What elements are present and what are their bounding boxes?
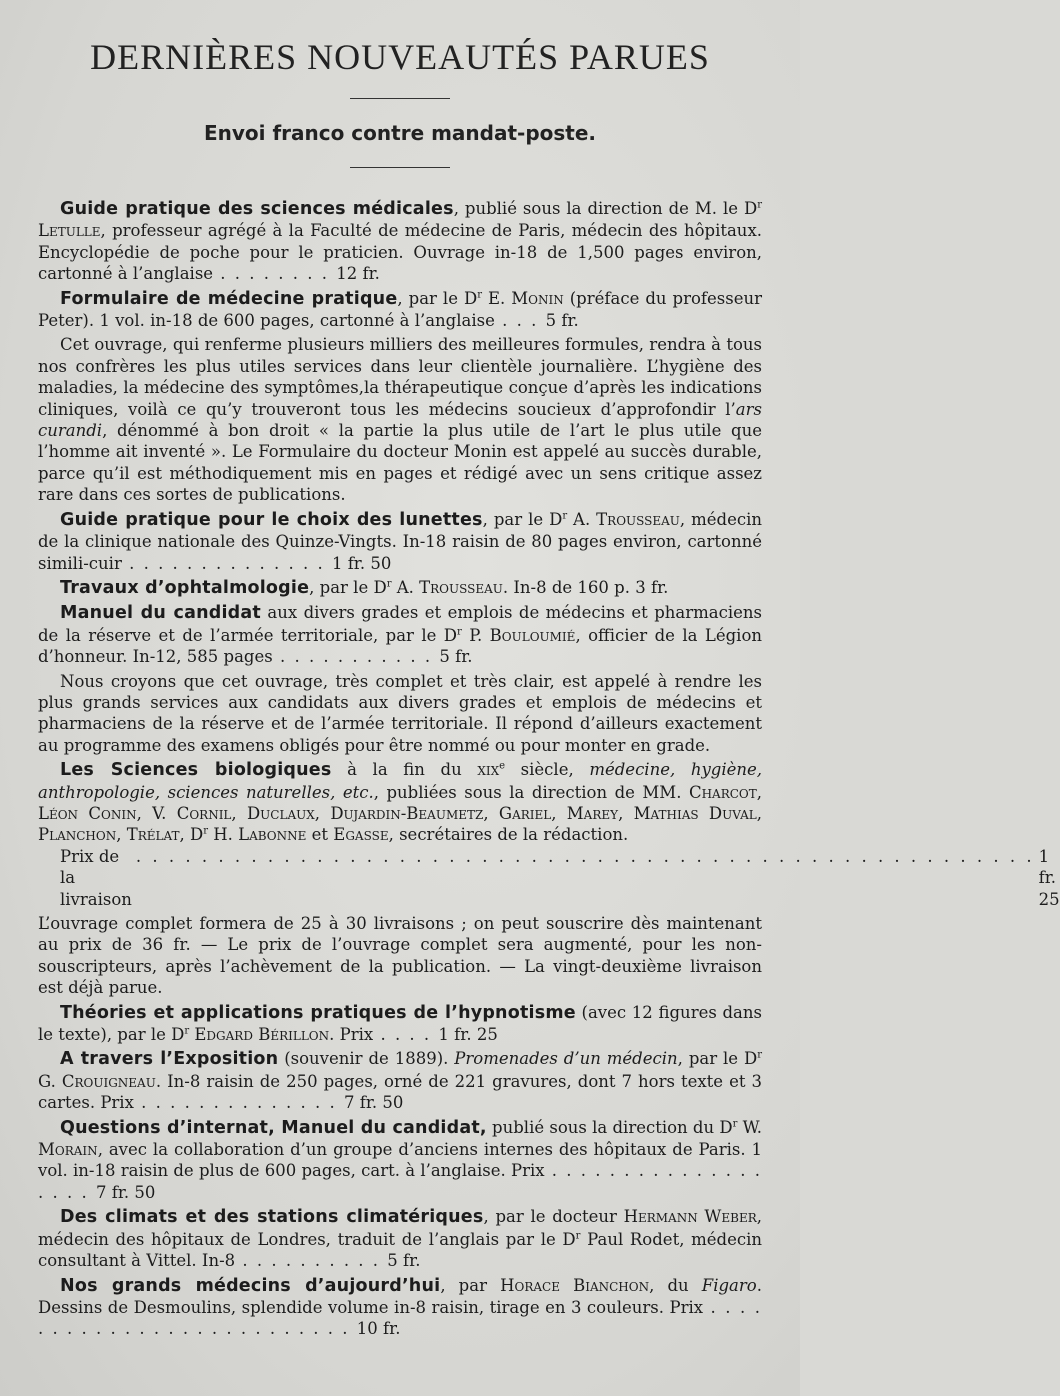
book-price: 5 fr.: [387, 1251, 421, 1271]
book-author: G. Crouigneau: [38, 1071, 156, 1091]
page-subtitle: Envoi franco contre mandat-poste.: [203, 121, 597, 145]
book-title: Questions d’internat, Manuel du candidat,: [60, 1117, 487, 1138]
book-title: Guide pratique des sciences médicales: [60, 199, 454, 219]
book-title: Manuel du candidat: [60, 603, 261, 624]
book-author: A. Trousseau: [567, 509, 680, 529]
book-entry: Guide pratique pour le choix des lunettes, par le $D^r$ A. Trousseau, médecin de la clinique nationale des Quinze-Vingts. In-18 raisin de 80 pages environ, cartonné simili-cuir . . . . . . . . . . . . . . 1 fr. 50: [38, 509, 762, 573]
book-author: P. Bouloumié: [461, 625, 576, 645]
book-entry: Nos grands médecins d’aujourd’hui, par Horace Bianchon, du Figaro. Dessins de Desmoulins, splendide volume in-8 raisin, tirage en 3 couleurs. Prix . . . . . . . . . . . . . . . . . . . . . . . . . . 10 fr.: [38, 1275, 762, 1339]
book-description: Nous croyons que cet ouvrage, très complet et très clair, est appelé à rendre les plus grands services aux candidats aux divers grades et emplois de médecins et pharmaciens de la réserve et de l’armée territoriale. Il répond d’ailleurs exactement au programme des examens obligés pour être nommé ou pour monter en grade.: [38, 671, 762, 755]
book-entry: Formulaire de médecine pratique, par le $D^r$ E. Monin (préface du professeur Peter). 1 vol. in-18 de 600 pages, cartonné à l’anglaise . . . 5 fr.: [38, 288, 762, 331]
book-title: Théories et applications pratiques de l’hypnotisme: [60, 1002, 576, 1023]
book-price: 1 fr. 50: [331, 553, 392, 573]
book-entry: A travers l’Exposition (souvenir de 1889). Promenades d’un médecin, par le $D^r$ G. Crouigneau. In-8 raisin de 250 pages, orné de 221 gravures, dont 7 hors texte et 3 cartes. Prix . . . . . . . . . . . . . . 7 fr. 50: [38, 1049, 763, 1113]
book-author: Horace Bianchon: [500, 1275, 650, 1295]
book-entry: Manuel du candidat aux divers grades et emplois de médecins et pharmaciens de la réserve et de l’armée territoriale, par le $D^r$ P. Bouloumié, officier de la Légion d’honneur. In-12, 585 pages . . . . . . . . . . . 5 fr.: [38, 603, 763, 667]
book-title: Des climats et des stations climatériques: [60, 1207, 484, 1228]
book-entry: Les Sciences biologiques à la fin du xix$^e$ siècle, médecine, hygiène, anthropologie, sciences naturelles, etc., publiées sous la direction de MM. Charcot, Léon Conin, V. Cornil, Duclaux, Dujardin-Beaumetz, Gariel, Marey, Mathias Duval, Planchon, Trélat, $D^r$ H. Labonne et Egasse, secrétaires de la rédaction.: [38, 760, 763, 845]
book-entry: Travaux d’ophtalmologie, par le $D^r$ A. Trousseau. In-8 de 160 p. 3 fr.: [60, 577, 669, 598]
book-author: Edgard Bérillon: [189, 1025, 330, 1045]
book-entry: Théories et applications pratiques de l’hypnotisme (avec 12 figures dans le texte), par le $D^r$ Edgard Bérillon. Prix . . . . 1 fr. 25: [38, 1002, 762, 1045]
book-description: Cet ouvrage, qui renferme plusieurs milliers des meilleures formules, rendra à tous nos confrères les plus utiles services dans leur clientèle journalière. L’hygiène des maladies, la médecine des symptômes,la thérapeutique conçue d’après les indications cliniques, voilà ce qu’y trouveront tous les médecins soucieux d’approfondir l’ars curandi, dénommé à bon droit « la partie la plus utile de l’art le plus utile que l’homme ait inventé ». Le Formulaire du docteur Monin est appelé au succès durable, parce qu’il est méthodiquement mis en pages et rédigé avec un sens critique assez rare dans ces sortes de publications.: [38, 335, 762, 505]
book-title: A travers l’Exposition: [60, 1049, 279, 1070]
book-entry: Questions d’internat, Manuel du candidat, publié sous la direction du $D^r$ W. Morain, avec la collaboration d’un groupe d’anciens internes des hôpitaux de Paris. 1 vol. in-18 raisin de plus de 600 pages, cart. à l’anglaise. Prix . . . . . . . . . . . . . . . . . . . 7 fr. 50: [38, 1117, 762, 1202]
price-line: Prix de la livraison . . . . . . . . . . . . . . . . . . . . . . . . . . . . . . . . . . . . . . . . . . . . . . . . . . . . . . . 1 fr. 25: [60, 846, 1060, 909]
book-author: Hermann Weber: [623, 1207, 757, 1227]
book-price: 5 fr.: [439, 647, 473, 667]
book-title: Guide pratique pour le choix des lunettes: [60, 509, 483, 530]
book-author: Charcot, Léon Conin, V. Cornil, Duclaux, Dujardin-Beaumetz, Gariel, Marey, Mathias Duval, Planchon, Trélat,: [38, 782, 763, 845]
divider: [350, 98, 450, 99]
book-entry: Guide pratique des sciences médicales, publié sous la direction de M. le $D^r$ Letulle, professeur agrégé à la Faculté de médecine de Paris, médecin des hôpitaux. Encyclopédie de poche pour le praticien. Ouvrage in-18 de 1,500 pages environ, cartonné à l’anglaise . . . . . . . . 12 fr.: [38, 199, 762, 284]
page-title: DERNIÈRES NOUVEAUTÉS PARUES: [90, 37, 710, 77]
book-price: 7 fr. 50: [95, 1182, 156, 1202]
book-title: Les Sciences biologiques: [60, 760, 332, 781]
book-price: 3 fr.: [635, 577, 669, 597]
book-price: 7 fr. 50: [344, 1093, 404, 1113]
divider: [350, 167, 450, 168]
book-price: 10 fr.: [356, 1319, 401, 1339]
book-price: 1 fr. 25: [438, 1025, 498, 1045]
book-entry: Des climats et des stations climatériques, par le docteur Hermann Weber, médecin des hôpitaux de Londres, traduit de l’anglais par le $D^r$ Paul Rodet, médecin consultant à Vittel. In-8 . . . . . . . . . . 5 fr.: [38, 1207, 763, 1271]
book-price: 12 fr.: [336, 264, 380, 284]
book-price: 1 fr. 25: [1038, 846, 1060, 909]
entries-list: [38, 198, 1060, 1340]
book-author: W. Morain: [38, 1117, 762, 1160]
book-description: L’ouvrage complet formera de 25 à 30 livraisons ; on peut souscrire dès maintenant au prix de 36 fr. — Le prix de l’ouvrage complet sera augmenté, pour les non-souscripteurs, après l’achèvement de la publication. — La vingt-deuxième livraison est déjà parue.: [38, 914, 762, 998]
book-price: 5 fr.: [545, 311, 579, 331]
book-title: Nos grands médecins d’aujourd’hui: [60, 1275, 441, 1296]
book-author: E. Monin: [481, 288, 564, 308]
book-author: Letulle: [38, 221, 101, 241]
book-title: Travaux d’ophtalmologie: [60, 577, 310, 598]
book-author: A. Trousseau: [391, 577, 503, 597]
book-title: Formulaire de médecine pratique: [60, 288, 398, 309]
